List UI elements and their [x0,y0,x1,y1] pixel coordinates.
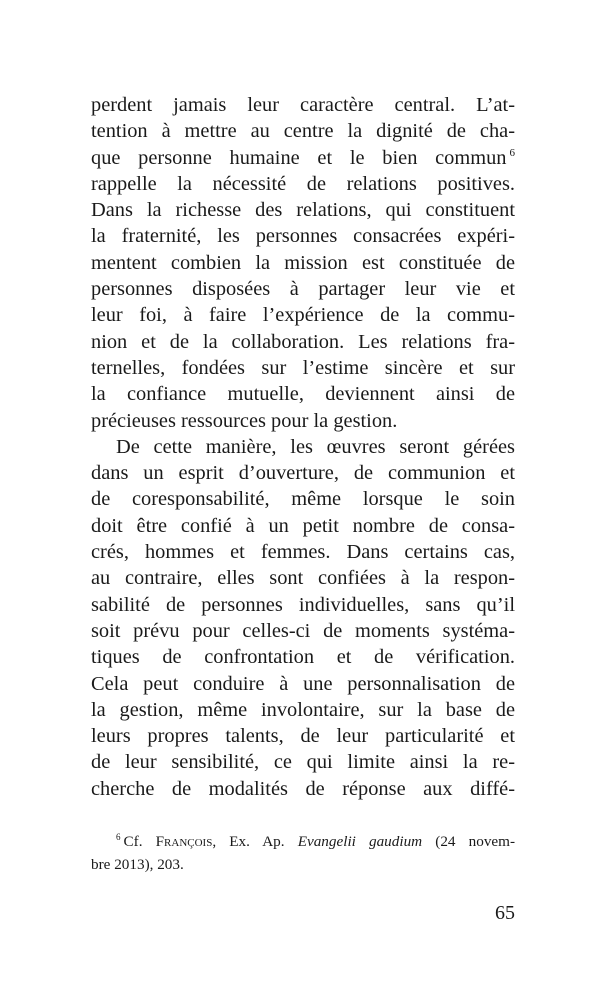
footnote-number: 6 [116,832,121,842]
paragraph-2 [91,434,515,802]
text-line: personnes disposées à partager leur vie et [91,278,515,301]
text-line: Cela peut conduire à une personnalisation de [91,672,515,695]
text-line: ternelles, fondées sur l’estime sincère et sur [91,356,515,379]
footnote [91,830,515,876]
body-text [91,92,515,802]
text-line: perdent jamais leur caractère central. L’at- [91,94,515,116]
text-line: dans un esprit d’ouverture, de communion et [91,462,515,485]
text-line: rappelle la nécessité de relations positives. [91,172,515,195]
footnote-date: (24 novem- [435,833,516,850]
text-line: cherche de modalités de réponse aux diffé- [91,777,515,800]
text-line-with-note [91,145,515,171]
text-line: la fraternité, les personnes consacrées expéri- [91,225,515,248]
text-line: la confiance mutuelle, deviennent ainsi de [91,383,515,406]
text-line: leurs propres talents, de leur particularité et [91,725,515,748]
footnote-line: bre 2013), 203. [91,856,184,873]
footnote-prefix: Cf. [123,833,143,850]
text-line: précieuses ressources pour la gestion. [91,409,398,432]
paragraph-1 [91,92,515,434]
text-line: leur foi, à faire l’expérience de la commu- [91,304,515,327]
footnote-line [91,830,515,853]
text-line: tiques de confrontation et de vérification. [91,646,515,669]
text-line: tention à mettre au centre la dignité de cha- [91,120,515,143]
footnote-author: François [155,833,213,850]
text-line: sabilité de personnes individuelles, sans qu’il [91,593,515,616]
footnote-type: , Ex. Ap. [212,833,285,850]
text-line: la gestion, même involontaire, sur la base de [91,698,515,721]
text-line: De cette manière, les œuvres seront gérées [116,435,515,458]
text-line: soit prévu pour celles-ci de moments systéma- [91,619,515,642]
text-line: crés, hommes et femmes. Dans certains cas, [91,541,515,564]
text-line: mentent combien la mission est constituée de [91,251,515,274]
text-line: de leur sensibilité, ce qui limite ainsi la re- [91,751,515,774]
text-line: nion et de la collaboration. Les relations fra- [91,330,515,353]
text-line-content: que personne humaine et le bien commun [91,146,507,169]
page-number: 65 [495,902,515,924]
text-line: doit être confié à un petit nombre de consa- [91,514,515,537]
text-line: de coresponsabilité, même lorsque le soin [91,488,515,511]
text-line: Dans la richesse des relations, qui constituent [91,199,515,222]
footnote-reference: 6 [509,146,515,159]
footnote-title: Evangelii gaudium [297,833,423,850]
text-line: au contraire, elles sont confiées à la respon- [91,567,515,590]
